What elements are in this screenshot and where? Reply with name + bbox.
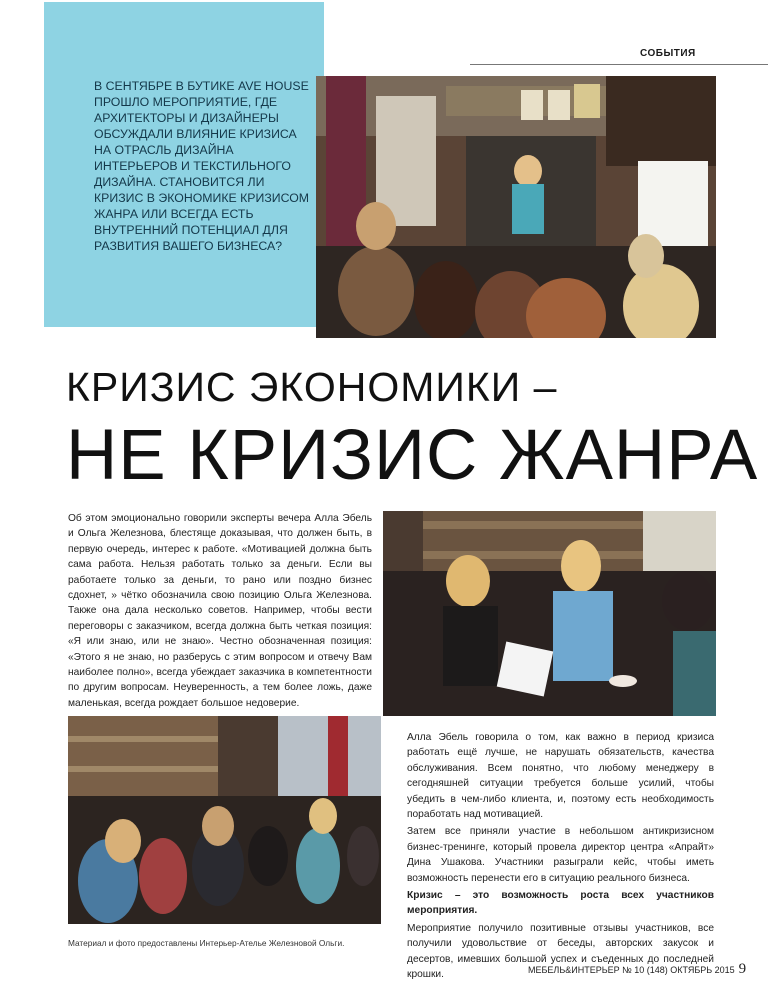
article-paragraph: Мероприятие получило позитивные отзывы участников, все получили удовольствие от беседы, авторских закусок и десертов, имевших большой успех и съеденных до последней крошки. [407,922,714,981]
page-number: 9 [738,961,747,977]
article-paragraph: Об этом эмоционально говорили эксперты вечера Алла Эбель и Ольга Железнова, блестяще доказывая, что должен быть, в первую очередь, интерес к работе. «Мотивацией должна быть сама работа. Нельзя работать только за деньги. Если вы работаете только за деньги, то рано или поздно бизнес сдохнет, » чётко обозначила свою позицию Ольга Железнова. Также она дала несколько советов. Например, чтобы вести переговоры с заказчиком, всегда должна быть четкая позиция: «Я или знаю, или не знаю». Честно обозначенная позиция: «Этого я не знаю, но разберусь с этим вопросом и отвечу Вам наиболее полно», всегда убеждает заказчика в компетентности по другим вопросам. Неуверенность, а тем более ложь, даже маленькая, всегда рождает большое недоверие. [68,513,372,709]
article-column-left [68,511,372,711]
lead-text: В СЕНТЯБРЕ В БУТИКЕ AVE HOUSE ПРОШЛО МЕРОПРИЯТИЕ, ГДЕ АРХИТЕКТОРЫ И ДИЗАЙНЕРЫ ОБСУЖДАЛИ ВЛИЯНИЕ КРИЗИСА НА ОТРАСЛЬ ДИЗАЙНА ИНТЕРЬЕРОВ И ТЕКСТИЛЬНОГО ДИЗАЙНА. СТАНОВИТСЯ ЛИ КРИЗИС В ЭКОНОМИКЕ КРИЗИСОМ ЖАНРА ИЛИ ВСЕГДА ЕСТЬ ВНУТРЕННИЙ ПОТЕНЦИАЛ ДЛЯ РАЗВИТИЯ ВАШЕГО БИЗНЕСА? [94,79,310,253]
publication-info: МЕБЕЛЬ&ИНТЕРЬЕР № 10 (148) ОКТЯБРЬ 2015 [528,965,735,975]
event-photo-audience [68,716,381,924]
section-divider [470,64,768,65]
article-paragraph: Затем все приняли участие в небольшом антикризисном бизнес-тренинге, который провела директор центра «Апрайт» Дина Ушакова. Участники разыграли кейс, чтобы иметь возможность перенести его в ситуацию реального бизнеса. [407,826,714,884]
headline-line-2: НЕ КРИЗИС ЖАНРА [66,416,759,495]
photo-credit-caption: Материал и фото предоставлены Интерьер-Ателье Железновой Ольги. [68,938,345,948]
article-paragraph: Алла Эбель говорила о том, как важно в период кризиса работать ещё лучше, не нарушать обязательств, качества обслуживания. Всем понятно, что любому менеджеру в сегодняшней ситуации требуется больше усилий, чтобы убедить в чем-либо клиента, и, поэтому есть необходимость поработать над мотивацией. [407,732,714,821]
section-label: СОБЫТИЯ [640,48,696,59]
page-footer [528,961,746,978]
article-column-right [407,730,714,985]
event-photo-presentation [316,76,716,338]
event-photo-discussion [383,511,716,716]
article-highlight: Кризис – это возможность роста всех участников мероприятия. [407,890,714,917]
headline-line-1: КРИЗИС ЭКОНОМИКИ – [66,364,558,410]
